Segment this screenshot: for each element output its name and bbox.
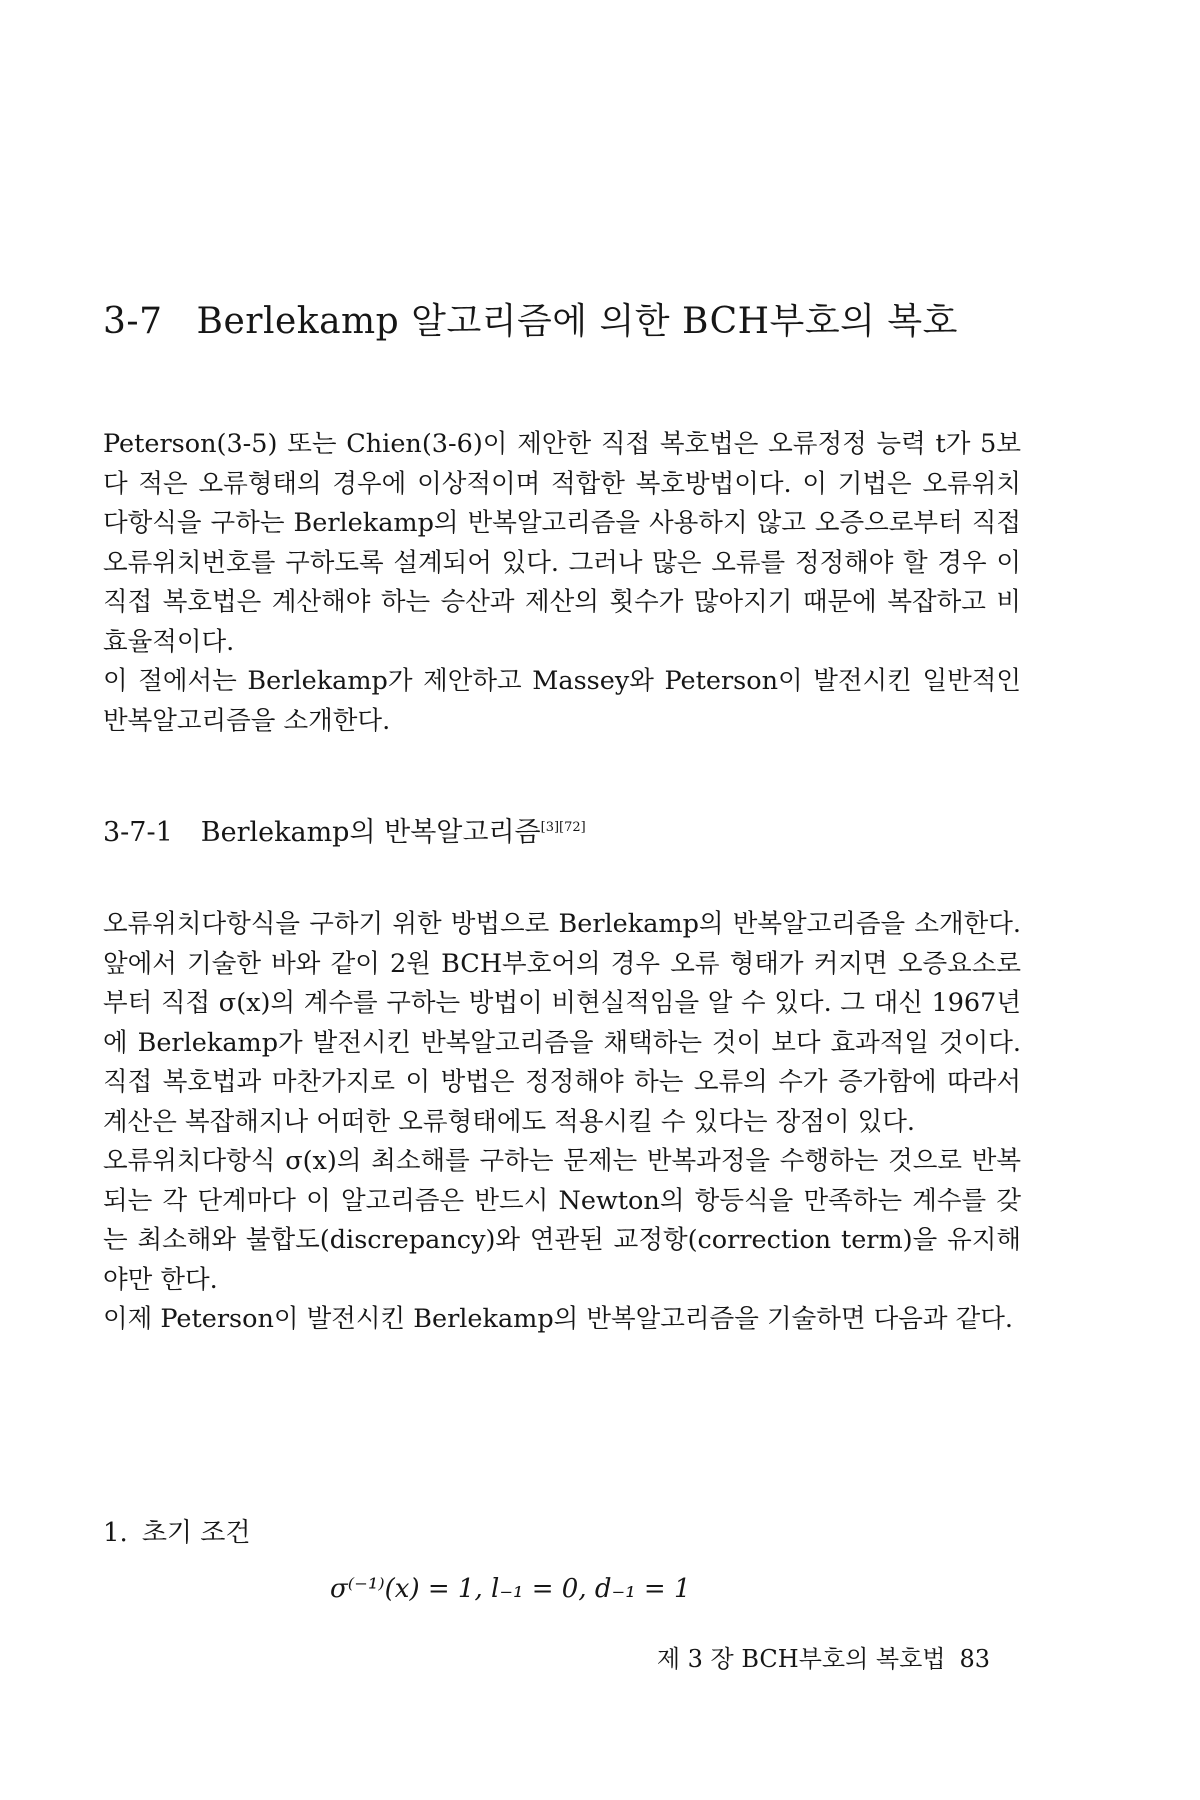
initial-conditions-equation: σ⁽⁻¹⁾(x) = 1, l₋₁ = 0, d₋₁ = 1 bbox=[330, 1574, 691, 1604]
algorithm-paragraph-2: 오류위치다항식 σ(x)의 최소해를 구하는 문제는 반복과정을 수행하는 것으로 반복되는 각 단계마다 이 알고리즘은 반드시 Newton의 항등식을 만족하는 계수를 갖는 최소해와 불합도(discrepancy)와 연관된 교정항(correction term)을 유지해야만 한다. bbox=[103, 1146, 1021, 1295]
section-title-text: Berlekamp 알고리즘에 의한 BCH부호의 복호 bbox=[196, 301, 958, 342]
subsection-references: [3][72] bbox=[540, 820, 586, 835]
list-item-initial-conditions bbox=[103, 1515, 251, 1551]
subsection-number: 3-7-1 bbox=[103, 817, 173, 848]
algorithm-paragraph-1: 오류위치다항식을 구하기 위한 방법으로 Berlekamp의 반복알고리즘을 소개한다. 앞에서 기술한 바와 같이 2원 BCH부호어의 경우 오류 형태가 커지면 오증요소로부터 직접 σ(x)의 계수를 구하는 방법이 비현실적임을 알 수 있다. 그 대신 1967년에 Berlekamp가 발전시킨 반복알고리즘을 채택하는 것이 보다 효과적일 것이다. 직접 복호법과 마찬가지로 이 방법은 정정해야 하는 오류의 수가 증가함에 따라서 계산은 복잡해지나 어떠한 오류형태에도 적용시킬 수 있다는 장점이 있다. bbox=[103, 909, 1021, 1137]
algorithm-text-block bbox=[103, 905, 1021, 1340]
intro-text-block bbox=[103, 425, 1021, 741]
intro-paragraph-1: Peterson(3-5) 또는 Chien(3-6)이 제안한 직접 복호법은 오류정정 능력 t가 5보다 적은 오류형태의 경우에 이상적이며 적합한 복호방법이다. 이 기법은 오류위치다항식을 구하는 Berlekamp의 반복알고리즘을 사용하지 않고 오증으로부터 직접 오류위치번호를 구하도록 설계되어 있다. 그러나 많은 오류를 정정해야 할 경우 이 직접 복호법은 계산해야 하는 승산과 제산의 횟수가 많아지기 때문에 복잡하고 비효율적이다. bbox=[103, 429, 1021, 657]
list-item-label: 초기 조건 bbox=[141, 1518, 251, 1548]
intro-paragraph-2: 이 절에서는 Berlekamp가 제안하고 Massey와 Peterson이 발전시킨 일반적인 반복알고리즘을 소개한다. bbox=[103, 666, 1021, 736]
section-heading bbox=[103, 300, 958, 344]
list-item-number: 1. bbox=[103, 1518, 128, 1548]
subsection-heading bbox=[103, 815, 586, 851]
section-number: 3-7 bbox=[103, 301, 163, 342]
footer-chapter-title: 제 3 장 BCH부호의 복호법 bbox=[656, 1645, 946, 1673]
algorithm-paragraph-3: 이제 Peterson이 발전시킨 Berlekamp의 반복알고리즘을 기술하면 다음과 같다. bbox=[103, 1304, 1013, 1334]
page-number: 83 bbox=[959, 1645, 990, 1673]
page-footer bbox=[657, 1643, 990, 1675]
subsection-title-text: Berlekamp의 반복알고리즘 bbox=[200, 817, 541, 848]
